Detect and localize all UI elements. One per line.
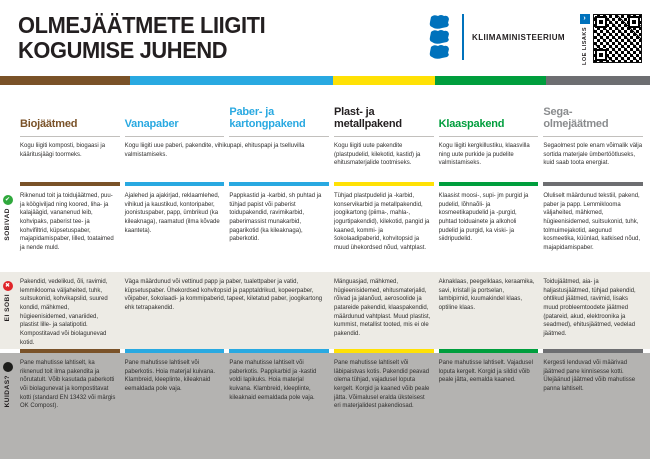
title-line-2: KOGUMISE JUHEND xyxy=(18,36,228,63)
bar-paper-packaging xyxy=(232,76,333,85)
allowed-mixed-waste: Oluliselt määrdunud tekstiil, pakend, paber ja papp. Lemmiklooma väljaheited, mähkmed, hügieenisidemed, suitsukonid, tuhk, tolmuimejakotid, aegunud kosmeetika, küünlad, katkised nõud, majapidamispaber. xyxy=(543,193,641,252)
not-allowed-paper: Väga määrdunud või vettinud papp ja paber, tualettpaber ja vatid, küpsetuspaber. Ühekordsed kohvitopsid ja papptaldrikud, kopeerpaber, võipaber, šokolaadi- ja kommipaberid, tapeet, kiletatud paber, joogikartong ehk tetrapakendid. xyxy=(124,279,323,312)
header-old-paper xyxy=(125,85,225,137)
intro-plastic-metal: Kogu liigiti uute pakendite (plastpudelid, kilekotid, kastid) ja ehitusmaterjalide tootmiseks. xyxy=(334,143,421,167)
how-biowaste: Pane mahutisse lahtiselt, ka riknenud toit ilma pakendita ja nõrutatult. Võib kasutada paberkotti või biolagunevat ja kompostitavat kotti (standard EN 13432 või märgis OK Compost). xyxy=(20,360,116,410)
header-label: kartongpakend xyxy=(229,118,306,131)
intro-row xyxy=(0,137,650,182)
bar-plastic-metal xyxy=(333,76,435,85)
header-glass xyxy=(439,85,539,137)
row-how xyxy=(0,353,650,459)
row-how-label: KUIDAS? xyxy=(4,375,11,408)
bar-old-paper xyxy=(130,76,232,85)
chevron-right-icon: › xyxy=(580,14,590,24)
allowed-paper-packaging: Pappkastid ja -karbid, sh puhtad ja tühjad papist või paberist toidupakendid, ravimikarbid, paberimassist munakarbid, pagarikotid (ka kileaknaga), paberkotid. xyxy=(229,193,322,243)
allowed-old-paper: Ajalehed ja ajakirjad, reklaamlehed, vihikud ja kaustikud, kontoripaber, joonistuspaber, papp, ümbrikud (ka kileaknaga), raamatud (ilma kõvade kaanteta). xyxy=(124,193,220,234)
header-label: Plast- ja xyxy=(333,106,375,119)
header-label: metallpakend xyxy=(333,118,402,131)
header-mixed-waste xyxy=(543,85,643,137)
logo-divider xyxy=(462,14,464,60)
qr-code-icon xyxy=(593,14,642,63)
row-allowed xyxy=(0,186,650,272)
how-glass: Pane mahutisse lahtiselt. Vajadusel loputa kergelt. Korgid ja sildid võib peale jätta, eemalda kaaned. xyxy=(438,360,533,384)
row-how-rail xyxy=(0,359,15,459)
rail-spacer xyxy=(0,137,15,182)
header-label: Sega- xyxy=(543,106,573,119)
how-paper-packaging: Pane mahutisse lahtiselt või paberkotis. Pappkarbid ja -kastid voldi lapikuks. Hoia materjal kuivana. Klambreid, kleeplinte, kileaknaid eemaldada pole vaja. xyxy=(229,360,317,401)
header-biowaste xyxy=(20,85,120,137)
not-allowed-biowaste: Pakendid, vedelikud, õli, ravimid, lemmiklooma väljaheited, tuhk, suitsukonid, kohvikapslid, suured kondid, mähkmed, hügieenisidemed, vanariided, plastist lille- ja salatipotid. Kompostitavad või biolagunevad kotid. xyxy=(20,279,108,346)
how-mixed-waste: Kergesti lenduvad või määrivad jäätmed pane kinnisesse kotti. Ülejäänud jäätmed võib mahutisse panna lahtiselt. xyxy=(543,360,636,393)
bar-biowaste xyxy=(0,76,130,85)
row-not-allowed xyxy=(0,272,650,349)
how-old-paper: Pane mahutisse lahtiselt või paberkotis. Hoia materjal kuivana. Klambreid, kleeplinte, kileaknaid eemaldada pole vaja. xyxy=(124,360,216,393)
rail-spacer xyxy=(0,85,15,137)
how-plastic-metal: Pane mahutisse lahtiselt või läbipaistvas kotis. Pakendid peavad olema tühjad, vajadusel loputa kergelt. Korgid ja kaaned võib peale jätta. Võimalusel eralda üksteisest eri materjalidest pakendiosad. xyxy=(333,360,430,410)
intro-glass: Kogu liigiti kergkillustiku, klaasvilla ning uute purkide ja pudelite valmistamiseks. xyxy=(438,143,530,167)
allowed-glass: Klaasist moosi-, supi- jm purgid ja pudelid, lõhnaõli- ja kosmeetikapudelid ja -purgid, puhtad toiduainete ja alkoholi pudelid ja purgid, ka viski- ja siidripudelid. xyxy=(438,193,529,243)
intro-mixed-waste: Segaolmest pole enam võimalik välja sortida materjale ümbertöötluseks, kuid saab toota energiat. xyxy=(543,143,643,167)
row-allowed-label: SOBIVAD xyxy=(4,208,11,241)
not-allowed-plastic-metal: Mänguasjad, mähkmed, hügieenisidemed, ehitusmaterjalid, rõivad ja jalanõud, aerosoolide ja patareide pakendid, klaaspakendid, määrdunud vahtplast. Muud plastist, kummist, metallist tooted, mis ei ole pakendid. xyxy=(334,279,431,338)
row-not-allowed-label: EI SOBI xyxy=(4,294,11,322)
cross-circle-icon: ✖ xyxy=(3,281,13,291)
coat-of-arms-icon xyxy=(428,14,454,60)
page-title xyxy=(18,13,408,62)
header-label: Biojäätmed xyxy=(20,118,78,131)
allowed-plastic-metal: Tühjad plastpudelid ja -karbid, konservikarbid ja metallpakendid, joogikartong (piima-, mahla-, jogurtipakendid), kilekotid, pangid ja kaaned, kommi- ja šokolaadipaberid, kohvitopsid ja muud ühekordsed nõud, vahtplast. xyxy=(333,193,430,252)
row-allowed-rail xyxy=(0,192,15,272)
category-color-bar xyxy=(0,76,650,85)
ministry-logo xyxy=(428,14,565,60)
header xyxy=(0,0,650,76)
black-circle-icon xyxy=(3,362,13,372)
header-paper-packaging xyxy=(229,85,329,137)
not-allowed-glass: Aknaklaas, peegelklaas, keraamika, savi, kristall ja portselan, lambipirnid, kuumakindel klaas, optiline klaas. xyxy=(438,279,535,312)
column-headers xyxy=(0,85,650,137)
header-label: olmejäätmed xyxy=(543,118,609,131)
bar-glass xyxy=(435,76,546,85)
qr-caption: LOE LISAKS xyxy=(581,27,588,66)
intro-paper: Kogu liigiti uue paberi, pakendite, vihikupapi, ehituspapi ja tselluvilla valmistamiseks. xyxy=(124,143,305,158)
check-circle-icon: ✔ xyxy=(3,195,13,205)
allowed-biowaste: Riknenud toit ja toidujäätmed, puu- ja köögiviljad ning koored, liha- ja kalajäägid, vananenud leib, kohvipaks, paberist tee- ja kohvifiltrid, küpsetuspaber, majapidamispaber, lilled, toataimed ja nende muld. xyxy=(20,193,114,252)
title-line-1: OLMEJÄÄTMETE LIIGITI xyxy=(18,12,266,38)
header-plastic-metal xyxy=(334,85,434,137)
bar-mixed-waste xyxy=(546,76,650,85)
not-allowed-mixed-waste: Toidujäätmed, aia- ja haljastusjäätmed, tühjad pakendid, ohtlikud jäätmed, ravimid, lisaks muud probleemtoodete jäätmed (patareid, akud, elektroonika ja seadmed), ehitusjäätmed, vedelad jäätmed. xyxy=(543,279,636,338)
header-label: Klaaspakend xyxy=(438,118,505,131)
qr-side xyxy=(579,14,590,65)
qr-block xyxy=(579,14,642,65)
ministry-name: KLIIMAMINISTEERIUM xyxy=(472,32,565,42)
header-label: Paber- ja xyxy=(229,106,274,119)
row-not-allowed-rail xyxy=(0,278,15,349)
intro-biowaste: Kogu liigiti komposti, biogaasi ja kääritusjäägi toormeks. xyxy=(20,143,106,158)
header-label: Vanapaber xyxy=(124,118,179,131)
